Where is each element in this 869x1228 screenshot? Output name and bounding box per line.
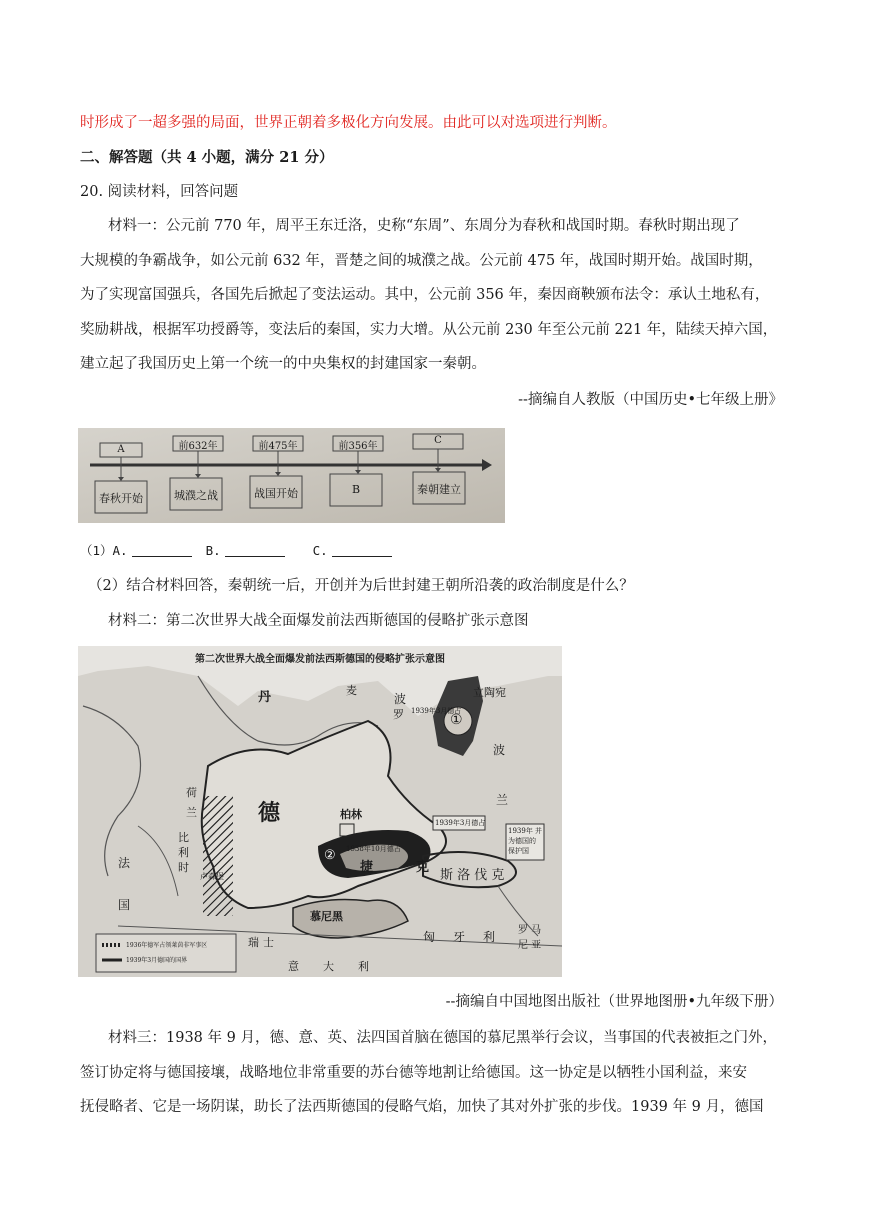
map-label: ② (324, 848, 336, 863)
timeline-top-label: A (117, 444, 125, 455)
map-label: 波 (394, 692, 407, 706)
map-label: 1939年3月德占 (435, 819, 486, 827)
map-label: 牙 (453, 930, 466, 944)
map-label: 1939年3月德占 (411, 707, 462, 715)
material2-title: 材料二：第二次世界大战全面爆发前法西斯德国的侵略扩张示意图 (108, 613, 529, 629)
map-label: 克 (416, 860, 430, 875)
timeline-top-label: 前632年 (178, 441, 218, 452)
map-title: 第二次世界大战全面爆发前法西斯德国的侵略扩张示意图 (195, 654, 445, 665)
map-legend-item: 1939年3月德国的国界 (126, 957, 188, 964)
answer-note: 时形成了一超多强的局面，世界正朝着多极化方向发展。由此可以对选项进行判断。 (80, 115, 617, 131)
section-title: 二、解答题（共 4 小题，满分 21 分） (80, 149, 334, 166)
material1-line: 为了实现富国强兵，各国先后掀起了变法运动。其中，公元前 356 年，秦因商鞅颁布法令：承认土地私有， (80, 287, 770, 303)
map-label: 斯 洛 伐 克 (440, 868, 505, 883)
map-label: 德 (258, 800, 281, 826)
subquestion-2: （2）结合材料回答，秦朝统一后，开创并为后世封建王朝所沿袭的政治制度是什么？ (88, 578, 634, 594)
timeline-top-label: 前356年 (338, 441, 378, 452)
material1-line: 建立起了我国历史上第一个统一的中央集权的封建国家一秦朝。 (80, 356, 486, 372)
map-label: 法 (118, 856, 131, 870)
map-label: 比 (178, 831, 189, 844)
map-label: 意 (288, 960, 299, 973)
map-legend-item: 1936年德军占领莱茵非军事区 (126, 942, 208, 949)
map-label: 利 (483, 930, 496, 944)
material1-line: 材料一：公元前 770 年，周平王东迁洛，史称“东周”、东周分为春秋和战国时期。春秋时期出现了 (108, 218, 740, 234)
blank-a-label: A. (112, 543, 128, 558)
blank-b-input[interactable] (225, 542, 285, 557)
map-label: 时 (178, 861, 189, 874)
map-label: 士 (263, 936, 274, 949)
map-label: 柏林 (340, 808, 362, 821)
blank-b-label: B. (205, 543, 221, 558)
map-label: 大 (323, 960, 334, 973)
map-label: 尼 亚 (518, 940, 542, 951)
question-20-stem: 20. 阅读材料，回答问题 (80, 184, 239, 200)
timeline-bottom-label: 秦朝建立 (417, 483, 461, 496)
map-label: 匈 (423, 930, 436, 944)
blank-c-input[interactable] (332, 542, 392, 557)
map-label: 兰 (186, 806, 197, 819)
material1-line: 大规模的争霸战争，如公元前 632 年，晋楚之间的城濮之战。公元前 475 年，战国时期开始。战国时期， (80, 253, 763, 269)
map-label: 麦 (346, 684, 357, 697)
material1-line: 奖励耕战，根据军功授爵等，变法后的秦国，实力大增。从公元前 230 年至公元前 221 年，陆续天掉六国， (80, 322, 778, 338)
material3-line: 抚侵略者、它是一场阴谋，助长了法西斯德国的侵略气焰，加快了其对外扩张的步伐。1939 年 9 月，德国 (80, 1099, 764, 1115)
map-label: 兰 (496, 793, 509, 807)
map-label: 1938年10月德占 (346, 845, 401, 853)
map-label: 罗 (393, 708, 404, 721)
map-label: 荷 (186, 786, 197, 799)
map-label: ① (450, 712, 463, 728)
map-label: 丹 (258, 690, 272, 705)
timeline-top-label: 前475年 (258, 441, 298, 452)
subquestion-number: （1） (80, 543, 113, 558)
map-label: 波 (493, 743, 506, 757)
material3-line: 签订协定将与德国接壤，战略地位非常重要的苏台德等地割让给德国。这一协定是以牺牲小国利益，来安 (80, 1065, 747, 1081)
map-label: 1939年 并为德国的 保护国 (508, 827, 543, 855)
timeline-bottom-label: 战国开始 (254, 487, 298, 500)
timeline-figure (78, 428, 505, 523)
map-label: 慕尼黑 (310, 910, 343, 923)
map-label: 瑞 (248, 936, 259, 949)
map-label: 利 (178, 846, 189, 859)
subquestion-1 (80, 541, 406, 561)
source-citation-1: --摘编自人教版（中国历史•七年级上册》 (518, 392, 783, 408)
map-figure (78, 646, 562, 977)
map-label: 利 (358, 960, 369, 973)
timeline-bottom-label: 城濮之战 (174, 489, 218, 502)
map-label: 罗 马 (518, 925, 542, 936)
source-citation-2: --摘编自中国地图出版社（世界地图册•九年级下册） (445, 994, 783, 1010)
map-label: 卢森堡 (200, 872, 224, 881)
timeline-bottom-label: B (351, 483, 361, 496)
map-label: 立陶宛 (473, 686, 506, 699)
blank-a-input[interactable] (132, 542, 192, 557)
timeline-bottom-label: 春秋开始 (99, 492, 143, 505)
map-label: 国 (118, 898, 131, 912)
blank-c-label: C. (312, 543, 328, 558)
map-label: 捷 (360, 860, 374, 875)
material3-line: 材料三：1938 年 9 月，德、意、英、法四国首脑在德国的慕尼黑举行会议，当事国的代表被拒之门外， (108, 1030, 777, 1046)
timeline-top-label: C (434, 435, 442, 446)
